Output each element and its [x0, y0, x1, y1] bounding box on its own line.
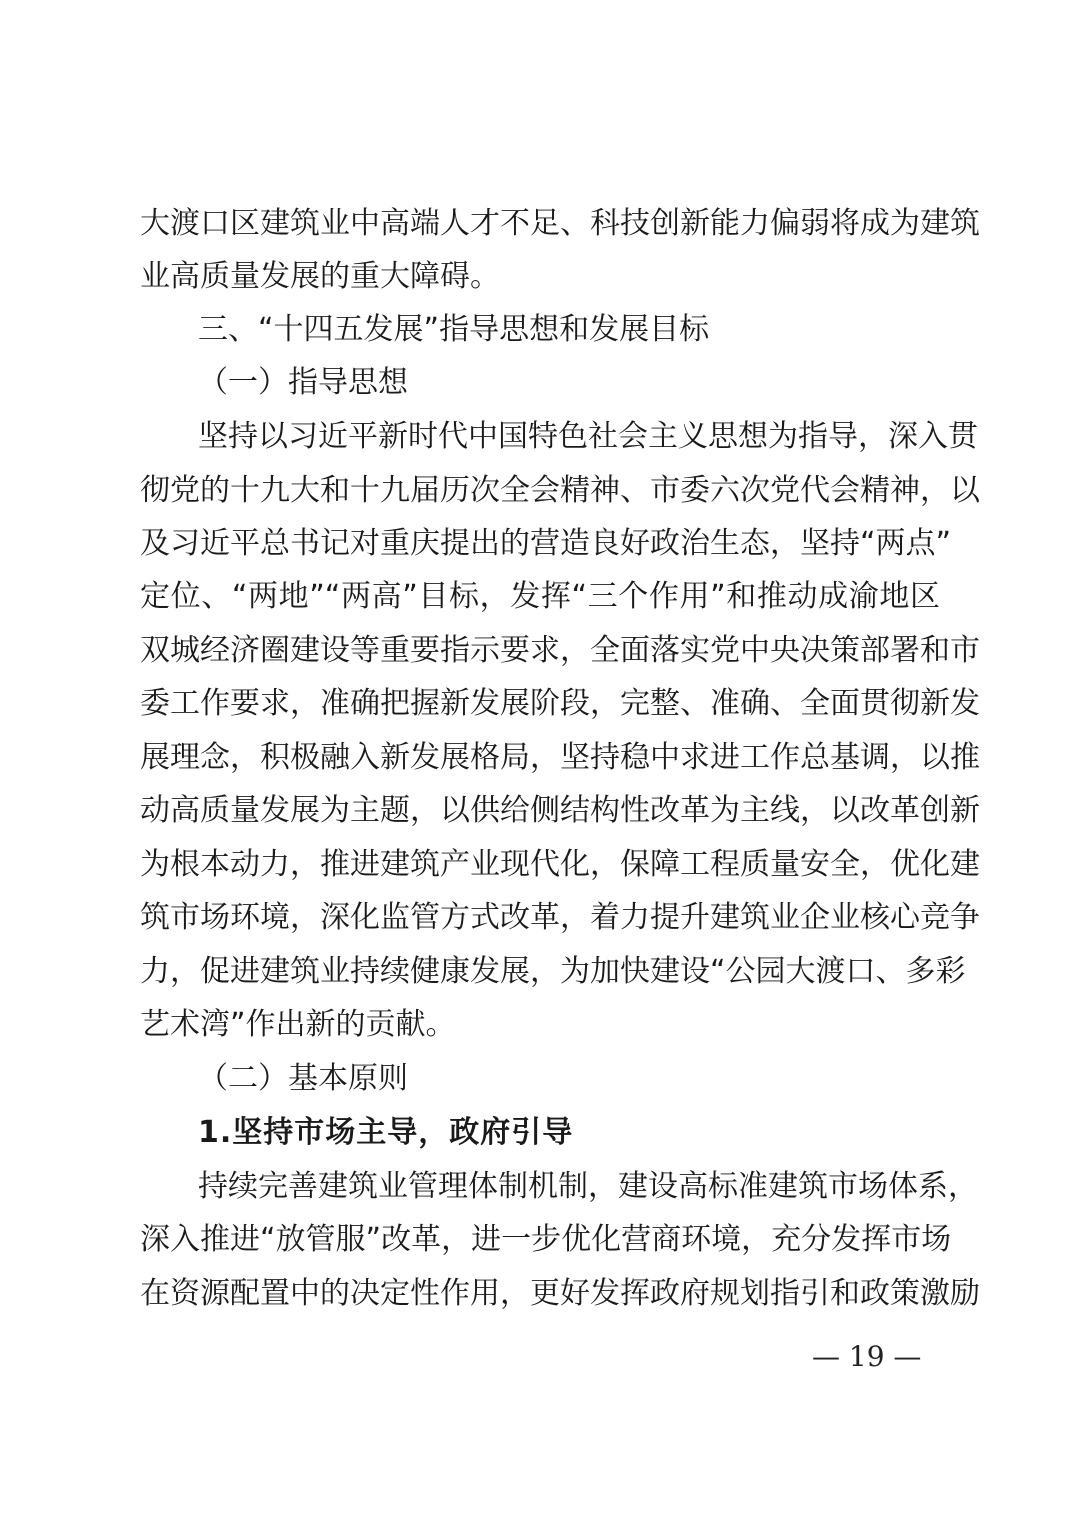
subsection-two-heading: （二）基本原则: [198, 1061, 408, 1096]
guiding-line-9: 为根本动力，推进建筑产业现代化，保障工程质量安全，优化建: [140, 847, 980, 882]
guiding-line-10: 筑市场环境，深化监管方式改革，着力提升建筑业企业核心竞争: [140, 900, 980, 935]
guiding-line-4: 定位、“两地”“两高”目标，发挥“三个作用”和推动成渝地区: [140, 579, 940, 614]
guiding-line-11: 力，促进建筑业持续健康发展，为加快建设“公园大渡口、多彩: [140, 954, 966, 989]
principle-line-3: 在资源配置中的决定性作用，更好发挥政府规划指引和政策激励: [140, 1276, 980, 1311]
guiding-line-2: 彻党的十九大和十九届历次全会精神、市委六次党代会精神，以: [140, 473, 980, 508]
guiding-line-1: 坚持以习近平新时代中国特色社会主义思想为指导，深入贯: [198, 419, 978, 454]
principle-one-heading: 1.坚持市场主导，政府引导: [198, 1115, 574, 1150]
guiding-line-12: 艺术湾”作出新的贡献。: [140, 1007, 456, 1042]
guiding-line-3: 及习近平总书记对重庆提出的营造良好政治生态，坚持“两点”: [140, 526, 952, 561]
section-three-heading: 三、“十四五发展”指导思想和发展目标: [198, 312, 710, 347]
principle-line-2: 深入推进“放管服”改革，进一步优化营商环境，充分发挥市场: [140, 1222, 952, 1257]
guiding-line-5: 双城经济圈建设等重要指示要求，全面落实党中央决策部署和市: [140, 633, 980, 668]
guiding-line-8: 动高质量发展为主题，以供给侧结构性改革为主线，以改革创新: [140, 793, 980, 828]
subsection-one-heading: （一）指导思想: [198, 365, 408, 400]
principle-line-1: 持续完善建筑业管理体制机制，建设高标准建筑市场体系，: [198, 1169, 978, 1204]
guiding-line-6: 委工作要求，准确把握新发展阶段，完整、准确、全面贯彻新发: [140, 686, 980, 721]
intro-line-2: 业高质量发展的重大障碍。: [140, 259, 500, 294]
guiding-line-7: 展理念，积极融入新发展格局，坚持稳中求进工作总基调，以推: [140, 740, 980, 775]
page-number: — 19 —: [812, 1340, 922, 1373]
intro-line-1: 大渡口区建筑业中高端人才不足、科技创新能力偏弱将成为建筑: [140, 206, 980, 241]
